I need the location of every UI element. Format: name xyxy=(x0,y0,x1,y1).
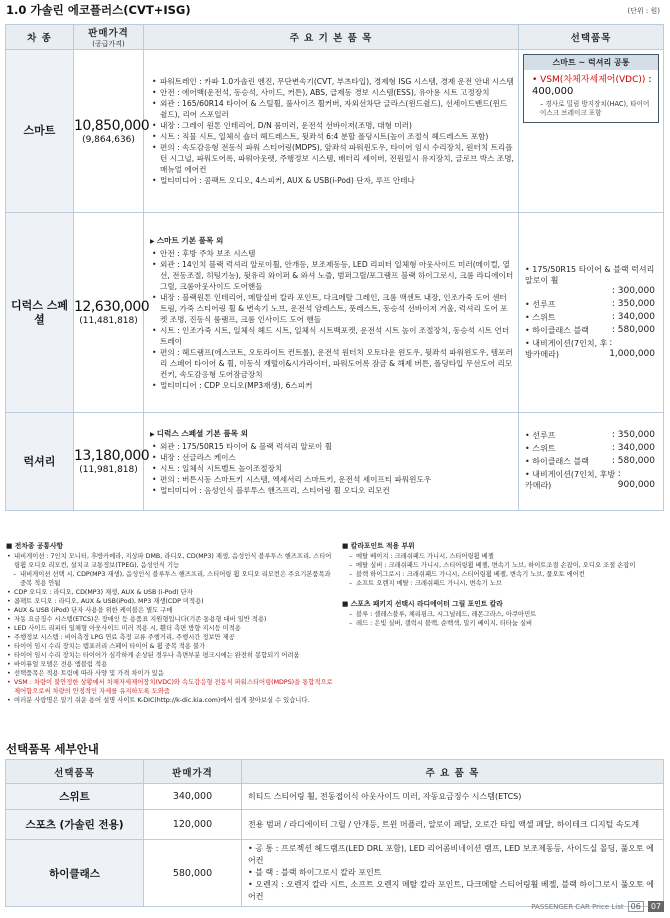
option-name: • 하이클래스 블랙 xyxy=(525,325,589,336)
option-list xyxy=(523,430,659,491)
option-detail-table xyxy=(5,759,664,907)
feature-item: • 외관 : 175/50R15 타이어 & 블랙 럭셔리 알로이 휠 xyxy=(150,441,514,452)
vsm-option: • VSM(차체자세제어(VDC)) : 400,000 xyxy=(532,74,652,97)
footer xyxy=(531,901,664,912)
option-item xyxy=(523,325,659,336)
option-price: : 1,000,000 xyxy=(609,337,656,359)
feature-item: • 안전 : 에어백(운전석, 동승석, 사이드, 커튼), ABS, 급제동 경보 시스템(ESS), 유아용 시트 고정장치 xyxy=(150,87,514,98)
table-row xyxy=(6,213,664,413)
unit-label: (단위 : 원) xyxy=(627,7,660,15)
option-desc xyxy=(242,840,664,907)
feature-item: • 내장 : 그레이 원톤 인테리어, D/N 룸미러, 운전석 선바이저(조명, 대형 미러) xyxy=(150,120,514,131)
option-name: 스위트 xyxy=(6,784,144,810)
feature-item: • 편의 : 헤드램프(에스코트, 오토라이트 컨트롤), 운전석 원터치 오토다운 윈도우, 뒷좌석 파워윈도우, 템포러리 스페어 타이어 & 휠, 이동식 재떨이&시가라이터, 파워도어록 잠금 & 해제 버튼, 폴딩타입 무선도어 리모컨키, 속도감응형 도어잠금장치 xyxy=(150,347,514,380)
option-list xyxy=(523,264,659,360)
table-row xyxy=(6,50,664,213)
feature-item: • 외관 : 14인치 블랙 럭셔리 알로이휠, 안개등, 보조제동등, LED 리피터 일체형 아웃사이드 미러(메이컬, 열선, 전동조절, 히팅기능), 뒷유리 와이퍼 & 와셔 노즐, 범퍼그릴/포그램프 블랙 하이그로시, 크롬 라디에이터 그릴, 크롬아웃사이드 도어핸들 xyxy=(150,259,514,292)
vsm-note: – 경사로 밀림 방지장치(HAC), 타이어 이스크 브레이크 포함 xyxy=(540,100,650,117)
header-price-label: 판매가격 xyxy=(88,28,129,39)
note-item: • 타이어 임시 수리 장치는 템포러리 스페어 타이어 & 휠 중복 적용 불가 xyxy=(6,642,336,651)
option-name: • 스위트 xyxy=(525,443,555,454)
trim-price xyxy=(74,413,150,511)
trim-price xyxy=(74,213,150,413)
option-item xyxy=(523,430,659,441)
option-desc-line: • 공 통 : 프로젝션 헤드램프(LED DRL 포함), LED 리어콤비네이션 램프, LED 보조제동등, 사이드실 몰딩, 풀오토 에어컨 xyxy=(248,844,654,865)
table-row xyxy=(6,784,664,810)
note-item: • VSM : 차량이 불안정한 상황에서 차체자세제어장치(VDC)와 속도감응형 전동식 파워스티어링(MDPS)을 통합적으로 제어함으로써 차량의 안정적인 자세를 유지하도록 도와줌 xyxy=(6,678,336,696)
option-price: : 350,000 xyxy=(611,298,655,309)
feature-item: • 외관 : 165/60R14 타이어 & 스틸휠, 풀사이즈 휠커버, 자외선차단 글라스(윈드쉴드), 선세이드밴드(윈드쉴드), 리어 스포일러 xyxy=(150,98,514,120)
vsm-label: VSM(차체자세제어(VDC)) xyxy=(540,75,646,85)
trim-name: 럭셔리 xyxy=(6,413,74,511)
sports-package-list xyxy=(342,610,662,628)
note-item: • 주행정보 시스템 : 비어측정 LPG 연료 측정 교류 주행거리, 주행시간 정보만 제공 xyxy=(6,633,336,642)
feature-item: • 멀티미디어 : CDP 오디오(MP3재생), 6스피커 xyxy=(150,380,514,391)
note-item: – 메탈 베이지 : 크래쉬패드 가니시, 스티어링휠 베젤 xyxy=(342,552,662,561)
color-notes xyxy=(342,542,662,628)
header-price xyxy=(74,25,144,50)
note-item: • 선택품목은 적용 트림에 따라 사양 및 가격 차이가 있음 xyxy=(6,669,336,678)
price-table xyxy=(5,24,664,511)
option-name: • 내비게이션(7인치, 후방카메라) xyxy=(525,469,618,491)
table-row xyxy=(6,840,664,907)
price-value: 10,850,000 xyxy=(74,117,150,134)
note-item: • LED 사이드 리피터 일체형 아웃사이드 미러 적용 시, 휀더 측면 방향 지시등 미적용 xyxy=(6,624,336,633)
option-name: 하이클래스 xyxy=(6,840,144,907)
option-item xyxy=(523,443,659,454)
option-item xyxy=(523,469,659,491)
color-point-list xyxy=(342,552,662,588)
feature-item: • 안전 : 후방 주차 보조 시스템 xyxy=(150,248,514,259)
option-price: 120,000 xyxy=(144,810,242,840)
option-name: • 선루프 xyxy=(525,299,555,310)
note-item: – 블루 : 셀레스블루, 체리핑크, 시그널레드, 레몬그라스, 아쿠아민트 xyxy=(342,610,662,619)
note-item: – 레드 : 은빛 실버, 갤럭시 블랙, 순백색, 밀키 베이지, 티타늄 실버 xyxy=(342,619,662,628)
option-desc-line: • 오렌지 : 오렌지 칼라 시트, 소프트 오렌지 메탈 칼라 포인트, 다크메탈 스티어링휠 베젤, 블랙 하이그로시 풀오토 에어컨 xyxy=(248,880,655,901)
option-price: : 350,000 xyxy=(611,430,655,440)
option-price: : 900,000 xyxy=(617,469,655,490)
table-row xyxy=(6,810,664,840)
common-notes xyxy=(6,542,336,705)
trim-name: 스마트 xyxy=(6,50,74,213)
footer-label: PASSENGER CAR Price List xyxy=(531,902,624,911)
option-desc-line: 히티드 스티어링 휠, 전동접이식 아웃사이드 미러, 자동요금징수 시스템(ETCS) xyxy=(248,791,522,801)
note-item: • 타이어 임시 수리 장치는 타이어가 심각하게 손상된 경우나 측면부분 평크시에는 완전히 봉합되기 어려움 xyxy=(6,651,336,660)
option-price: : 340,000 xyxy=(611,443,655,453)
option-name: • 하이클래스 블랙 xyxy=(525,456,589,467)
notes-list xyxy=(6,552,336,705)
color-point-heading: ■ 칼라포인트 적용 부위 xyxy=(342,542,662,551)
option-item xyxy=(523,264,659,297)
option-price: : 580,000 xyxy=(611,456,655,466)
header-price-sub: (공급가격) xyxy=(92,40,125,48)
option-name: • 선루프 xyxy=(525,430,555,441)
supply-price: (11,481,818) xyxy=(79,316,138,326)
feature-cell xyxy=(144,213,519,413)
option-desc-line: • 블 랙 : 블랙 하이그로시 칼라 포인트 xyxy=(248,868,382,877)
supply-price: (9,864,636) xyxy=(82,134,135,145)
header-trim: 차 종 xyxy=(6,25,74,50)
feature-item: • 멀티미디어 : 콤팩트 오디오, 4스피커, AUX & USB(i-Pod) 단자, 루프 안테나 xyxy=(150,175,514,186)
option-price: 580,000 xyxy=(144,840,242,907)
option-name: • 내비게이션(7인치, 후방카메라) xyxy=(525,338,609,360)
feature-item: • 내장 : 블랙원톤 인테리어, 메탈실버 칼라 포인트, 다크메탈 그레인, 크롬 액센트 내장, 인조가죽 도어 센터 트림, 가죽 스티어링 휠 & 변속기 노브, 운전석 암레스트, 풋레스트, 동승석 선바이저 거울, 럭셔리 도어 포켓 조명, 진동식 룸램프, 크롬 인사이드 도어 핸들 xyxy=(150,292,514,325)
header-option-price: 판매가격 xyxy=(144,760,242,784)
option-name: • 스위트 xyxy=(525,312,555,323)
feature-heading: ▶ 디럭스 스페셜 기본 품목 외 xyxy=(150,428,514,440)
feature-item: • 멀티미디어 : 음성인식 블루투스 핸즈프리, 스티어링 휠 오디오 리모컨 xyxy=(150,485,514,496)
price-value: 13,180,000 xyxy=(74,448,150,464)
feature-list xyxy=(150,441,514,496)
section-title: 선택품목 세부안내 xyxy=(6,742,99,756)
option-desc xyxy=(242,810,664,840)
option-detail-body xyxy=(6,784,664,907)
feature-item: • 편의 : 속도감응형 전동식 파워 스티어링(MDPS), 앞좌석 파워윈도우, 타이어 임시 수리장치, 원터치 트리플 턴 시그널, 파워도어록, 파워아웃렛, 주행정보 시스템, 배터리 세이버, 전원일시 유지장치, 글로브 박스 조명, 매뉴얼 에어컨 xyxy=(150,142,514,175)
page-number-current: 07 xyxy=(648,901,664,912)
feature-item: • 시트 : 일체식 시트벨트 높이조절장치 xyxy=(150,463,514,474)
notes-heading: ■ 전차종 공통사항 xyxy=(6,542,336,551)
page-number: 06 xyxy=(628,901,644,912)
supply-price: (11,981,818) xyxy=(79,465,138,475)
option-cell xyxy=(519,413,664,511)
option-price: : 340,000 xyxy=(611,311,655,322)
header-features: 주 요 기 본 품 목 xyxy=(144,25,519,50)
note-item: – 소프트 오렌지 메탈 : 크래쉬패드 가니시, 변속기 노브 xyxy=(342,579,662,588)
option-desc xyxy=(242,784,664,810)
common-option-label: 스마트 ~ 럭셔리 공통 xyxy=(524,55,658,70)
feature-heading: ▶ 스마트 기본 품목 외 xyxy=(150,235,514,247)
feature-list xyxy=(150,76,514,186)
feature-item: • 시트 : 직물 시트, 일체식 숄더 헤드레스트, 뒷좌석 6:4 분할 폴딩시트(높이 조절식 헤드레스트 포함) xyxy=(150,131,514,142)
note-item: • 여러분 사랑명은 알기 쉬운 용어 설명 사이트 K-DIC(http://k-dic.kia.com)에서 쉽게 찾아보실 수 있습니다. xyxy=(6,696,336,705)
note-item: • CDP 오디오 : 라디오, CD(MP3) 재생, AUX & USB (i-Pod) 단자 xyxy=(6,588,336,597)
feature-item: • 파워트레인 : 카파 1.0가솔린 엔진, 무단변속기(CVT, 부츠타입), 경제형 ISG 시스템, 경제 운전 안내 시스템 xyxy=(150,76,514,87)
header-options: 선택품목 xyxy=(519,25,664,50)
option-name: • 175/50R15 타이어 & 블랙 럭셔리 알로이 휠 xyxy=(525,265,654,285)
option-cell xyxy=(519,213,664,413)
note-item: • 콤팩트 오디오 : 라디오, AUX & USB(iPod), MP3 재생(CDP 미적용) xyxy=(6,597,336,606)
option-price: : 300,000 xyxy=(611,285,655,296)
feature-cell xyxy=(144,50,519,213)
note-item: – 내비게이션 선택 시, CDP(MP3 재생), 음성인식 블루투스 핸즈프리, 스티어링 휠 오디오 리모컨은 주요기본품목과 중복 적용 안됨 xyxy=(6,570,336,588)
option-price: : 580,000 xyxy=(611,324,655,335)
option-cell xyxy=(519,50,664,213)
trim-name: 디럭스 스페셜 xyxy=(6,213,74,413)
note-item: • AUX & USB (iPod) 단자 사용을 위한 케이블은 별도 구매 xyxy=(6,606,336,615)
page-title: 1.0 가솔린 에코플러스(CVT+ISG) xyxy=(6,3,191,17)
note-item: – 메탈 실버 : 크래쉬패드 가니시, 스티어링휠 베젤, 변속기 노브, 하이트조절 손잡이, 오디오 조절 손잡이 xyxy=(342,561,662,570)
sports-package-heading: ■ 스포츠 패키지 선택시 라디에이터 그릴 포인트 칼라 xyxy=(342,600,662,609)
feature-cell xyxy=(144,413,519,511)
trim-price xyxy=(74,50,150,213)
note-item: • 내비게이션 : 7인치 모니터, 후방카메라, 지상파 DMB, 라디오, CD(MP3) 재생, 음성인식 블루투스 핸즈프리, 스티어링휠 오디오 리모컨, 설치교 교통정보(TPEG), 음성인식 기능 xyxy=(6,552,336,570)
option-item xyxy=(523,456,659,467)
option-item xyxy=(523,312,659,323)
feature-list xyxy=(150,248,514,391)
table-row xyxy=(6,413,664,511)
price-value: 12,630,000 xyxy=(74,299,150,315)
note-item: – 블랙 하이그로시 : 크래쉬패드 가니시, 스티어링휠 베젤, 변속기 노브, 풀오토 에어컨 xyxy=(342,570,662,579)
option-desc-line: 전용 범퍼 / 라디에이터 그릴 / 안개등, 트윈 머플러, 알로이 페달, 오로간 타입 액셀 페달, 하이테크 디지털 속도계 xyxy=(248,819,640,829)
option-price: 340,000 xyxy=(144,784,242,810)
header-option-desc: 주 요 품 목 xyxy=(242,760,664,784)
header-option-name: 선택품목 xyxy=(6,760,144,784)
note-item: • 자동 요금징수 시스템(ETCS)은 장애인 등 용품표 지원형입니다(기존 통용형 대비 일반 적용) xyxy=(6,615,336,624)
common-option-box xyxy=(523,54,659,123)
option-item xyxy=(523,299,659,310)
option-item xyxy=(523,338,659,360)
note-item: • 바이퓨얼 모델은 전용 엠블럼 적용 xyxy=(6,660,336,669)
feature-item: • 편의 : 버튼시동 스마트키 시스템, 엑세서리 스마트키, 운전석 세이프티 파워윈도우 xyxy=(150,474,514,485)
option-name: 스포츠 (가솔린 전용) xyxy=(6,810,144,840)
vsm-price: : 400,000 xyxy=(532,74,652,97)
feature-item: • 내장 : 선글라스 케이스 xyxy=(150,452,514,463)
feature-item: • 시트 : 인조가죽 시트, 일체식 헤드 시트, 일체식 시트백포켓, 운전석 시트 높이 조절장치, 동승석 시트 언더트레이 xyxy=(150,325,514,347)
